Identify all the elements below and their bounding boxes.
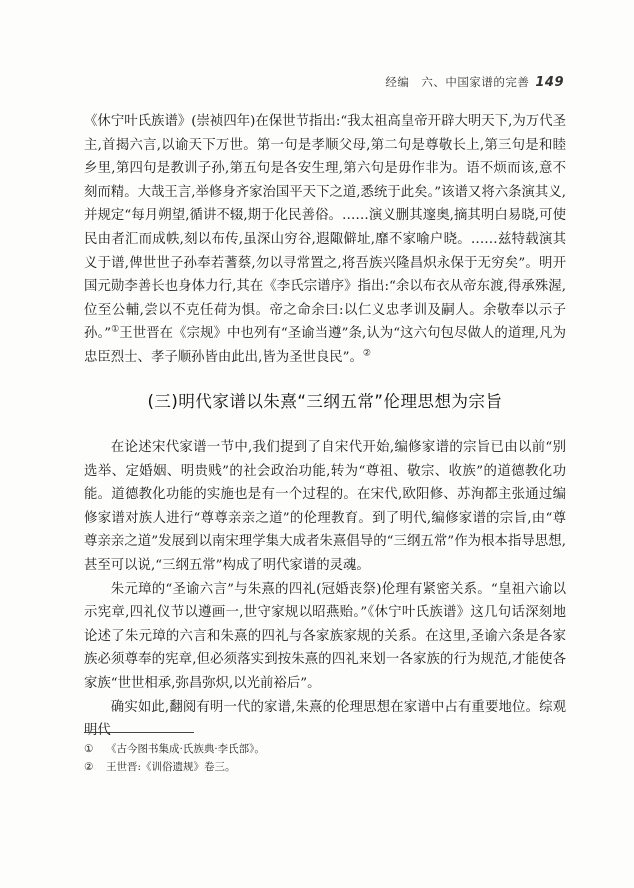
footnote-mark: ① <box>84 743 94 755</box>
footnote-divider <box>84 732 194 733</box>
paragraph: 确实如此,翻阅有明一代的家谱,朱熹的伦理思想在家谱中占有重要地位。综观明代 <box>84 699 566 739</box>
page-number: 149 <box>535 75 564 90</box>
footnote-1 <box>84 740 566 758</box>
section-heading: (三)明代家谱以朱熹“三纲五常”伦理思想为宗旨 <box>147 392 503 411</box>
paragraph-text: 《休宁叶氏族谱》(崇祯四年)在保世节指出:“我太祖高皇帝开辟大明天下,为万代圣主,首揭六言,以谕天下万世。第一句是孝顺父母,第二句是尊敬长上,第三句是和睦乡里,第四句是教训子孙,第五句是各安生理,第六句是毋作非为。语不烦而该,意不刻而精。大哉王言,举修身齐家治国平天下之道,悉统于此矣。”该谱又将六条演其义,并规定“每月朔望,循讲不辍,期于化民善俗。……演义删其邃奥,摘其明白易晓,可使民由者汇而成帙,刻以布传,虽深山穷谷,遐陬僻址,靡不家喻户晓。……兹特载演其义于谱,俾世世子孙奉若蓍蔡,勿以寻常置之,将吾族兴隆昌炽永保于无穷矣”。明开国元勋李善长也身体力行,其在《李氏宗谱序》指出:“余以布衣从帝东渡,得承殊渥,位至公輔,尝以不克任荷为惧。帝之命余曰:以仁义忠孝训及嗣人。余敬奉以示子孙。” <box>84 114 566 342</box>
paragraph: 朱元璋的“圣谕六言”与朱熹的四礼(冠婚丧祭)伦理有紧密关系。“皇祖六谕以示宪章,四礼仪节以遵画一,世守家规以昭燕贻。”《休宁叶氏族谱》这几句话深刻地论述了朱元璋的六言和朱熹的四礼与各家族家规的关系。在这里,圣谕六条是各家族必须尊奉的宪章,但必须落实到按朱熹的四礼来划一各家族的行为规范,才能使各家族“世世相承,弥昌弥炽,以光前裕后”。 <box>84 581 566 691</box>
footnote-mark: ② <box>84 761 94 773</box>
footnote-ref-1: ① <box>111 324 120 335</box>
paragraph-text: 王世晋在《宗规》中也列有“圣谕当遵”条,认为“这六句包尽做人的道理,凡为忠臣烈士、孝子顺孙皆由此出,皆为圣世良民”。 <box>84 326 566 365</box>
footnote-text: 《古今图书集成·氏族典·李氏部》。 <box>106 743 265 755</box>
body-text-block-1 <box>84 110 566 370</box>
footnote-text: 王世晋:《训俗遗规》卷三。 <box>106 761 236 773</box>
body-text-block-2 <box>84 436 566 743</box>
footnote-ref-2: ② <box>362 348 371 359</box>
paragraph <box>84 110 566 370</box>
footnote-2 <box>84 758 566 776</box>
running-header <box>385 74 564 90</box>
running-title: 经编 六、中国家谱的完善 <box>385 75 530 89</box>
paragraph: 在论述宋代家谱一节中,我们提到了自宋代开始,编修家谱的宗旨已由以前“别选举、定婚姻、明贵贱”的社会政治功能,转为“尊祖、敬宗、收族”的道德教化功能。道德教化功能的实施也是有一个过程的。在宋代,欧阳修、苏洵都主张通过编修家谱对族人进行“尊尊亲亲之道”的伦理教育。到了明代,编修家谱的宗旨,由“尊尊亲亲之道”发展到以南宋理学集大成者朱熹倡导的“三纲五常”作为根本指导思想,甚至可以说,“三纲五常”构成了明代家谱的灵魂。 <box>84 440 566 573</box>
footnotes <box>84 740 566 776</box>
